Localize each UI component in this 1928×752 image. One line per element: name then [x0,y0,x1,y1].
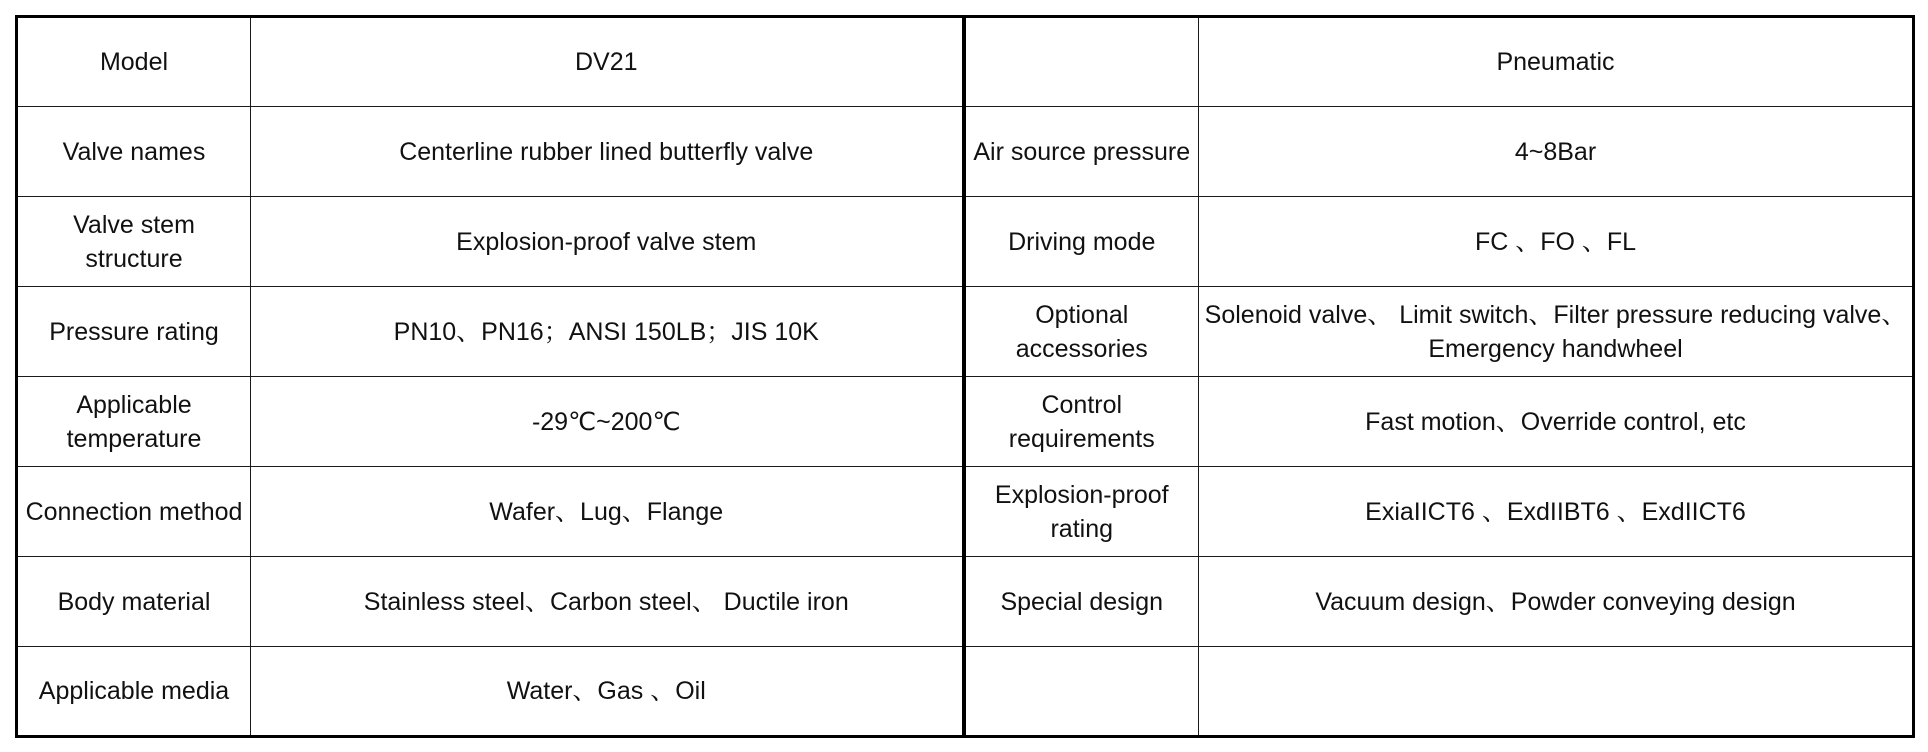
row-label-right: Optional accessories [964,287,1199,377]
row-label-right: Special design [964,557,1199,647]
table-row [17,107,1914,197]
row-value-left: Wafer、Lug、Flange [251,467,964,557]
row-value-right: FC 、FO 、FL [1199,197,1914,287]
row-value-right: Vacuum design、Powder conveying design [1199,557,1914,647]
row-value-left: DV21 [251,17,964,107]
row-value-left: Explosion-proof valve stem [251,197,964,287]
row-label-left: Connection method [17,467,251,557]
row-value-right: Solenoid valve、 Limit switch、Filter pressure reducing valve、Emergency handwheel [1199,287,1914,377]
row-label-left: Valve names [17,107,251,197]
row-value-left: PN10、PN16；ANSI 150LB；JIS 10K [251,287,964,377]
table-row [17,467,1914,557]
table-row [17,287,1914,377]
row-value-right: ExiaIICT6 、ExdIIBT6 、ExdIICT6 [1199,467,1914,557]
row-value-left: Stainless steel、Carbon steel、 Ductile iron [251,557,964,647]
row-label-left: Applicable temperature [17,377,251,467]
table-row [17,377,1914,467]
row-label-left: Applicable media [17,647,251,737]
row-label-left: Model [17,17,251,107]
valve-spec-table [15,15,1915,738]
row-value-left: Centerline rubber lined butterfly valve [251,107,964,197]
table-row [17,647,1914,737]
row-label-right: Control requirements [964,377,1199,467]
row-value-right: Pneumatic [1199,17,1914,107]
row-label-right [964,647,1199,737]
row-value-right [1199,647,1914,737]
table-row [17,557,1914,647]
row-label-left: Valve stem structure [17,197,251,287]
row-label-right: Explosion-proof rating [964,467,1199,557]
row-label-right: Air source pressure [964,107,1199,197]
row-label-left: Pressure rating [17,287,251,377]
row-value-left: -29℃~200℃ [251,377,964,467]
row-label-right: Driving mode [964,197,1199,287]
row-label-left: Body material [17,557,251,647]
row-label-right [964,17,1199,107]
table-row [17,17,1914,107]
row-value-right: Fast motion、Override control, etc [1199,377,1914,467]
row-value-left: Water、Gas 、Oil [251,647,964,737]
row-value-right: 4~8Bar [1199,107,1914,197]
spec-sheet [15,15,1912,737]
table-row [17,197,1914,287]
